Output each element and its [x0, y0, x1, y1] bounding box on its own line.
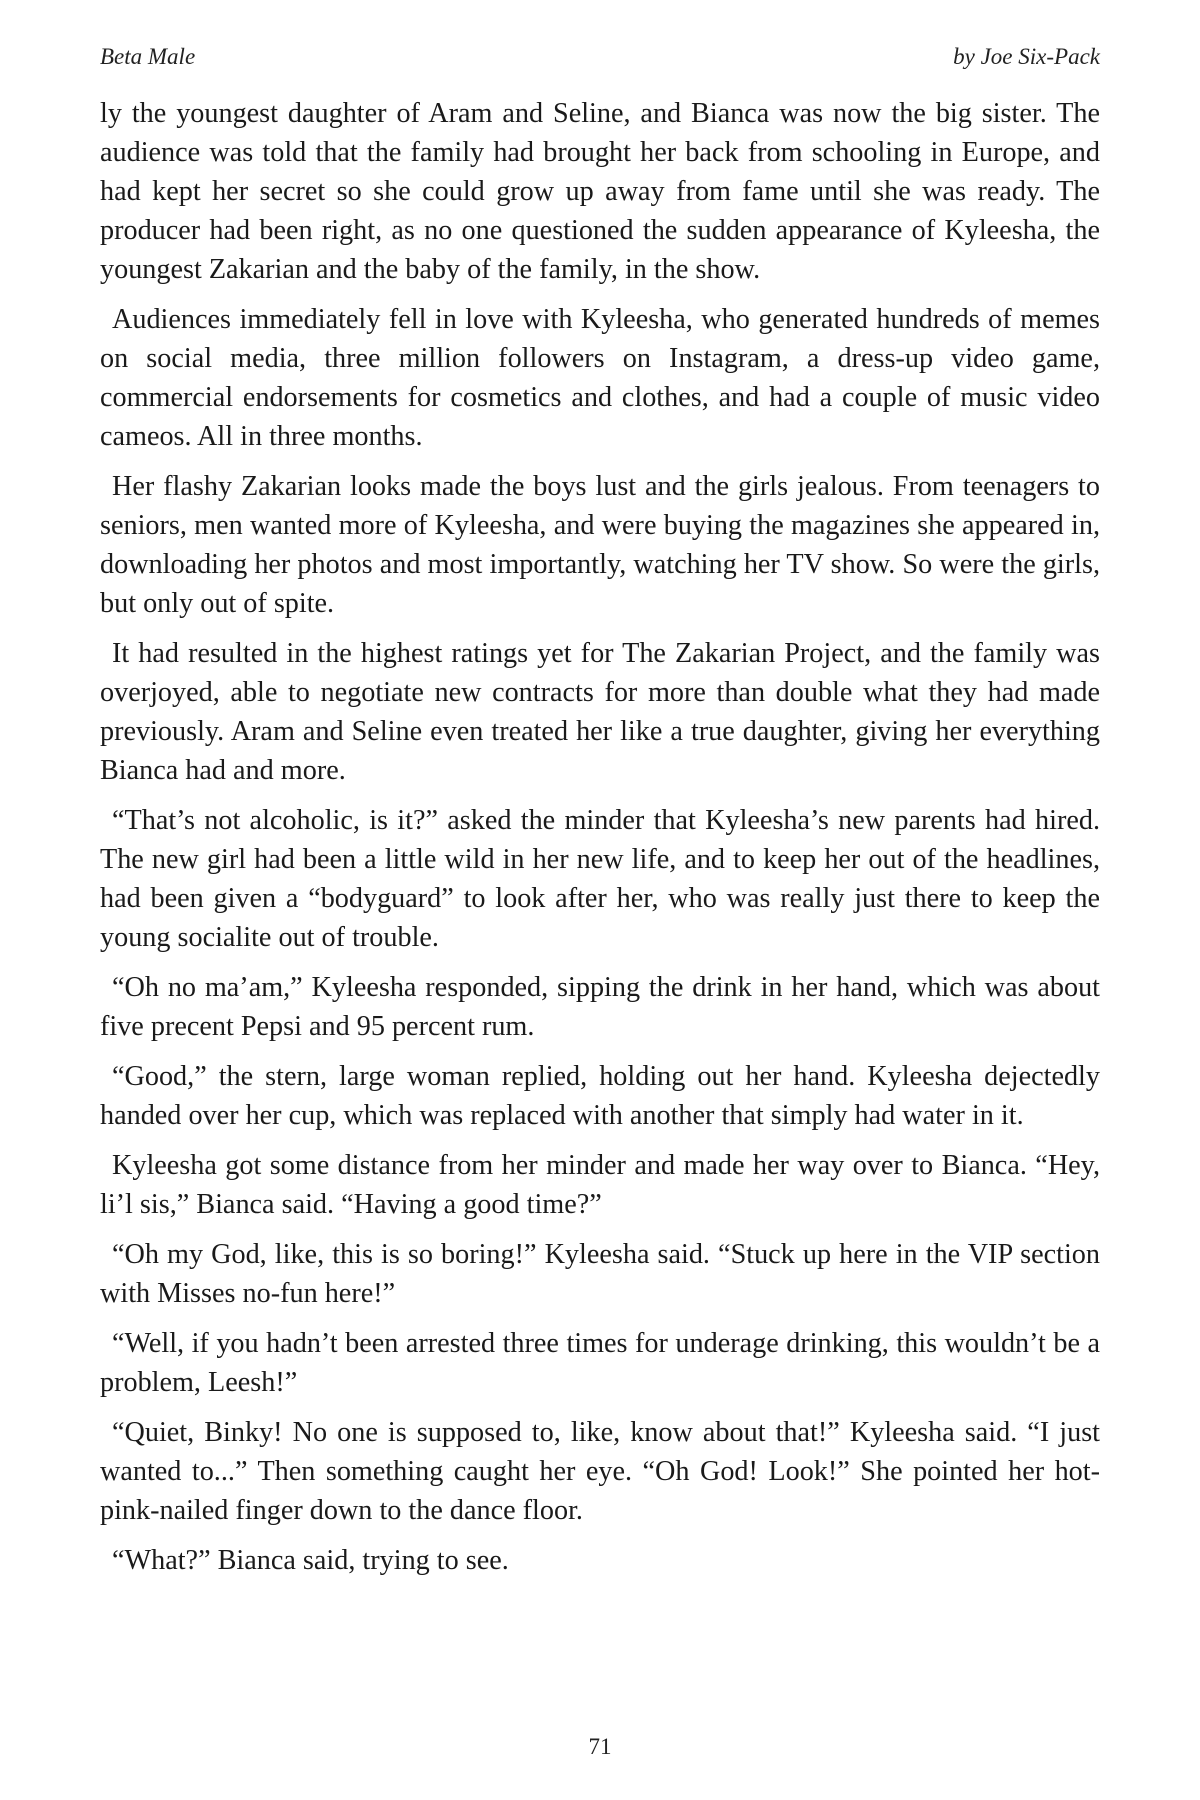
running-header	[100, 44, 1100, 80]
paragraph: “Quiet, Binky! No one is supposed to, like, know about that!” Kyleesha said. “I just wanted to...” Then something caught her eye. “Oh God! Look!” She pointed her hot-pink-nailed finger down to the dance floor.	[100, 1417, 1100, 1526]
paragraph: Kyleesha got some distance from her minder and made her way over to Bianca. “Hey, li’l sis,” Bianca said. “Having a good time?”	[100, 1150, 1100, 1220]
body-text	[100, 94, 1100, 1591]
paragraph: “Well, if you hadn’t been arrested three times for underage drinking, this wouldn’t be a problem, Leesh!”	[100, 1328, 1100, 1398]
paragraph: Audiences immediately fell in love with Kyleesha, who generated hundreds of memes on social media, three million followers on Instagram, a dress-up video game, commercial endorsements for cosmetics and clothes, and had a couple of music video cameos. All in three months.	[100, 304, 1100, 452]
paragraph: “That’s not alcoholic, is it?” asked the minder that Kyleesha’s new parents had hired. The new girl had been a little wild in her new life, and to keep her out of the headlines, had been given a “bodyguard” to look after her, who was really just there to keep the young socialite out of trouble.	[100, 805, 1100, 953]
paragraph: “Oh my God, like, this is so boring!” Kyleesha said. “Stuck up here in the VIP section with Misses no-fun here!”	[100, 1239, 1100, 1309]
paragraph: ly the youngest daughter of Aram and Seline, and Bianca was now the big sister. The audience was told that the family had brought her back from schooling in Europe, and had kept her secret so she could grow up away from fame until she was ready. The producer had been right, as no one questioned the sudden appearance of Kyleesha, the youngest Zakarian and the baby of the family, in the show.	[100, 98, 1100, 285]
paragraph: “Good,” the stern, large woman replied, holding out her hand. Kyleesha dejectedly handed over her cup, which was replaced with another that simply had water in it.	[100, 1061, 1100, 1131]
paragraph: Her flashy Zakarian looks made the boys lust and the girls jealous. From teenagers to seniors, men wanted more of Kyleesha, and were buying the magazines she appeared in, downloading her photos and most importantly, watching her TV show. So were the girls, but only out of spite.	[100, 471, 1100, 619]
book-title: Beta Male	[100, 44, 196, 69]
paragraph: “Oh no ma’am,” Kyleesha responded, sipping the drink in her hand, which was about five precent Pepsi and 95 percent rum.	[100, 972, 1100, 1042]
paragraph: “What?” Bianca said, trying to see.	[112, 1545, 509, 1576]
page-number: 71	[588, 1734, 612, 1759]
author-name: by Joe Six-Pack	[953, 44, 1100, 69]
paragraph: It had resulted in the highest ratings yet for The Zakarian Project, and the family was overjoyed, able to negotiate new contracts for more than double what they had made previously. Aram and Seline even treated her like a true daughter, giving her everything Bianca had and more.	[100, 638, 1100, 786]
